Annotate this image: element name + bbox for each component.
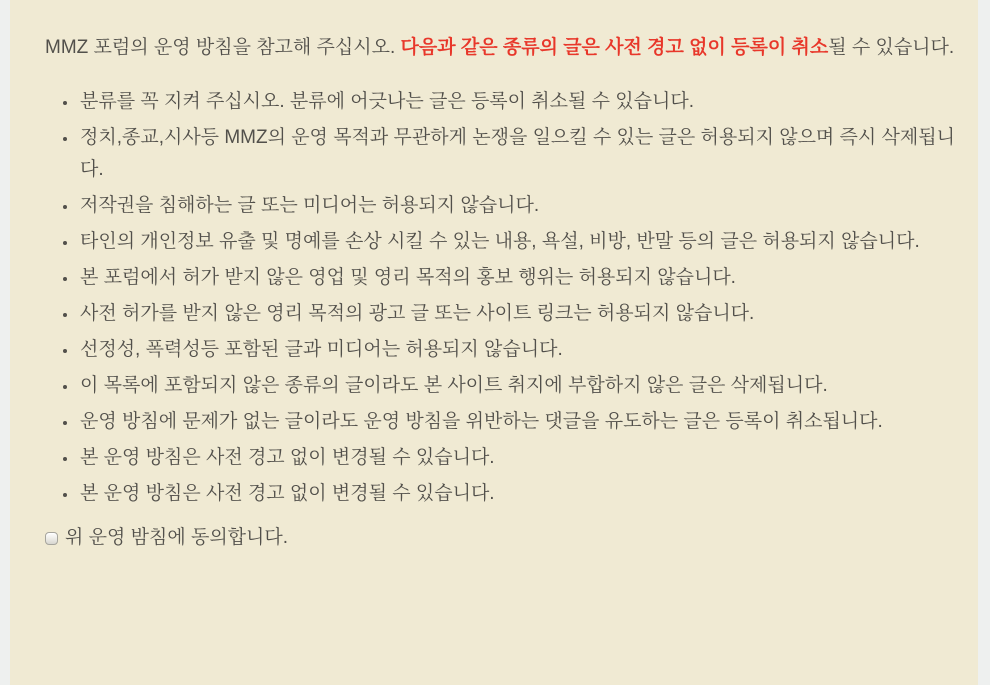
- intro-paragraph: [45, 32, 960, 64]
- agree-checkbox[interactable]: [45, 532, 58, 545]
- intro-text-before: MMZ 포럼의 운영 방침을 참고해 주십시오.: [45, 37, 401, 58]
- rule-item: • 분류를 꼭 지켜 주십시오. 분류에 어긋나는 글은 등록이 취소될 수 있습니다.: [78, 86, 960, 118]
- rule-item: • 본 포럼에서 허가 받지 않은 영업 및 영리 목적의 홍보 행위는 허용되지 않습니다.: [78, 262, 960, 294]
- intro-text-after: 될 수 있습니다.: [828, 37, 955, 58]
- rule-item: • 본 운영 방침은 사전 경고 없이 변경될 수 있습니다.: [78, 478, 960, 510]
- agreement-label: 위 운영 밤침에 동의합니다.: [65, 527, 289, 548]
- intro-warning-text: 다음과 같은 종류의 글은 사전 경고 없이 등록이 취소: [400, 37, 829, 58]
- agreement-row[interactable]: [45, 522, 960, 554]
- rule-item: • 본 운영 방침은 사전 경고 없이 변경될 수 있습니다.: [78, 442, 960, 474]
- rule-item: • 운영 방침에 문제가 없는 글이라도 운영 방침을 위반하는 댓글을 유도하는 글은 등록이 취소됩니다.: [78, 406, 960, 438]
- rule-item: • 사전 허가를 받지 않은 영리 목적의 광고 글 또는 사이트 링크는 허용되지 않습니다.: [78, 298, 960, 330]
- rules-list: [45, 86, 960, 510]
- rule-item: • 정치,종교,시사등 MMZ의 운영 목적과 무관하게 논쟁을 일으킬 수 있는 글은 허용되지 않으며 즉시 삭제됩니다.: [78, 122, 960, 186]
- rule-item: • 저작권을 침해하는 글 또는 미디어는 허용되지 않습니다.: [78, 190, 960, 222]
- forum-policy-panel: [10, 0, 978, 685]
- rule-item: • 선정성, 폭력성등 포함된 글과 미디어는 허용되지 않습니다.: [78, 334, 960, 366]
- rule-item: • 타인의 개인정보 유출 및 명예를 손상 시킬 수 있는 내용, 욕설, 비방, 반말 등의 글은 허용되지 않습니다.: [78, 226, 960, 258]
- rule-item: • 이 목록에 포함되지 않은 종류의 글이라도 본 사이트 취지에 부합하지 않은 글은 삭제됩니다.: [78, 370, 960, 402]
